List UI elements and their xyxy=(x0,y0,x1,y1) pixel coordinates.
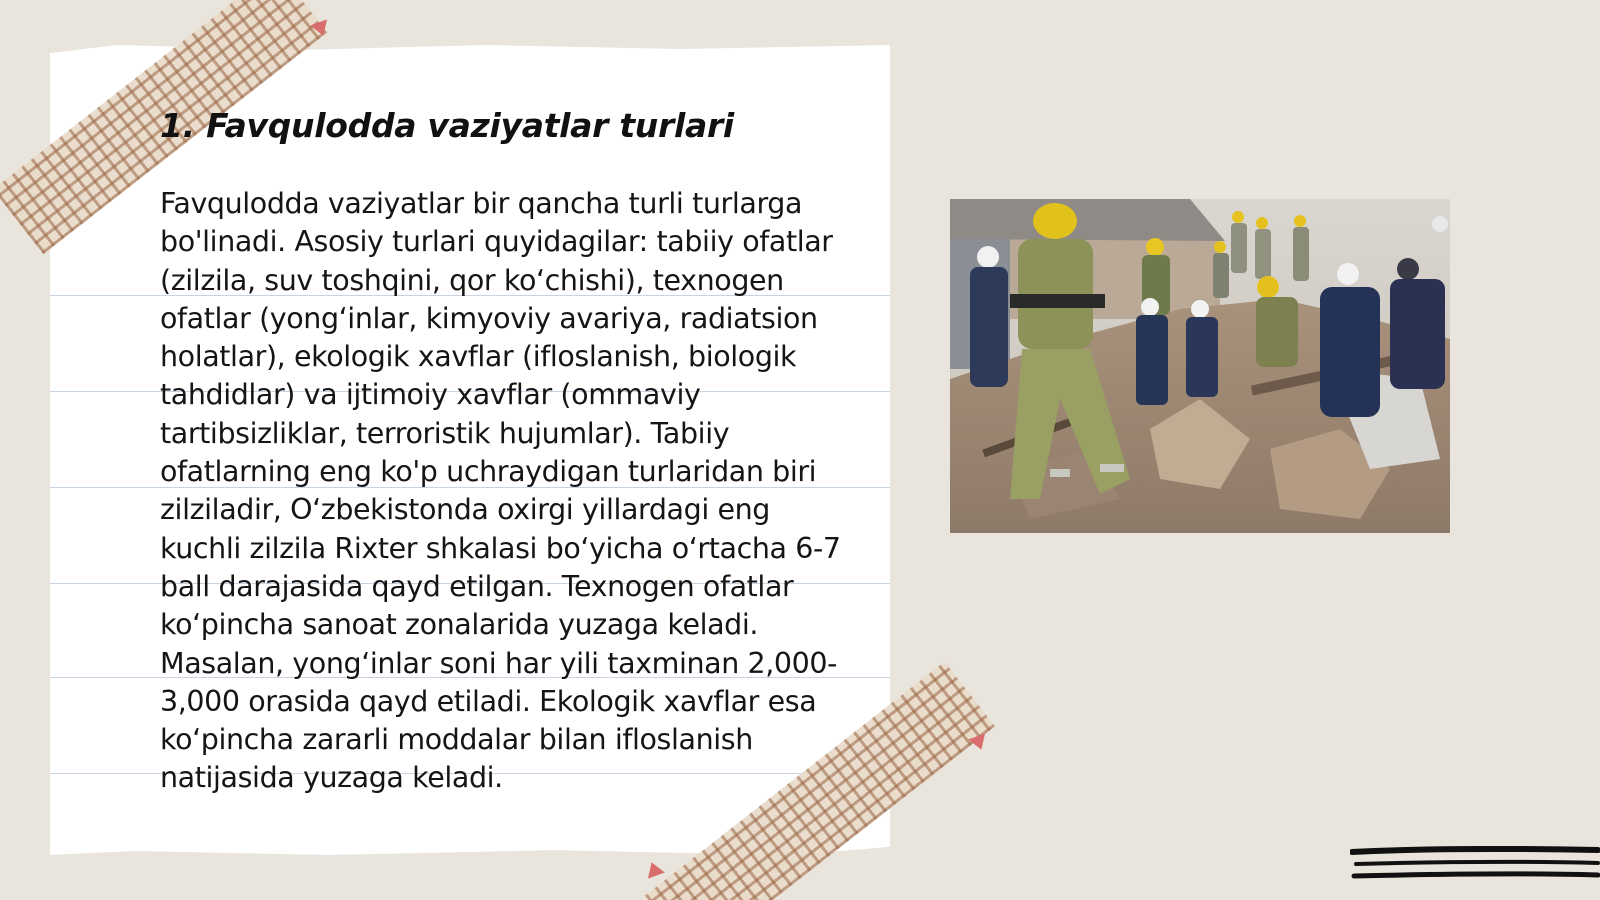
brush-strokes-icon xyxy=(1350,846,1600,891)
slide-body-text: Favqulodda vaziyatlar bir qancha turli turlarga bo'linadi. Asosiy turlari quyidagilar: tabiiy ofatlar (zilzila, suv toshqini, qor ko‘chishi), texnogen ofatlar (yong‘inlar, kimyoviy avariya, radiatsion holatlar), ekologik xavflar (ifloslanish, biologik tahdidlar) va ijtimoiy xavflar (ommaviy tartibsizliklar, terroristik hujumlar). Tabiiy ofatlarning eng ko'p uchraydigan turlaridan biri zilziladir, O‘zbekistonda oxirgi yillardagi eng kuchli zilzila Rixter shkalasi bo‘yicha o‘rtacha 6-7 ball darajasida qayd etilgan. Texnogen ofatlar ko‘pincha sanoat zonalarida yuzaga keladi. Masalan, yong‘inlar soni har yili taxminan 2,000-3,000 orasida qayd etiladi. Ekologik xavflar esa ko‘pincha zararli moddalar bilan ifloslanish natijasida yuzaga keladi. xyxy=(160,187,841,795)
photo-illustration xyxy=(950,199,1450,533)
tape-tip-icon xyxy=(643,859,665,878)
rescue-workers-rubble-photo xyxy=(950,199,1450,533)
slide-title: 1. Favqulodda vaziyatlar turlari xyxy=(160,106,734,145)
